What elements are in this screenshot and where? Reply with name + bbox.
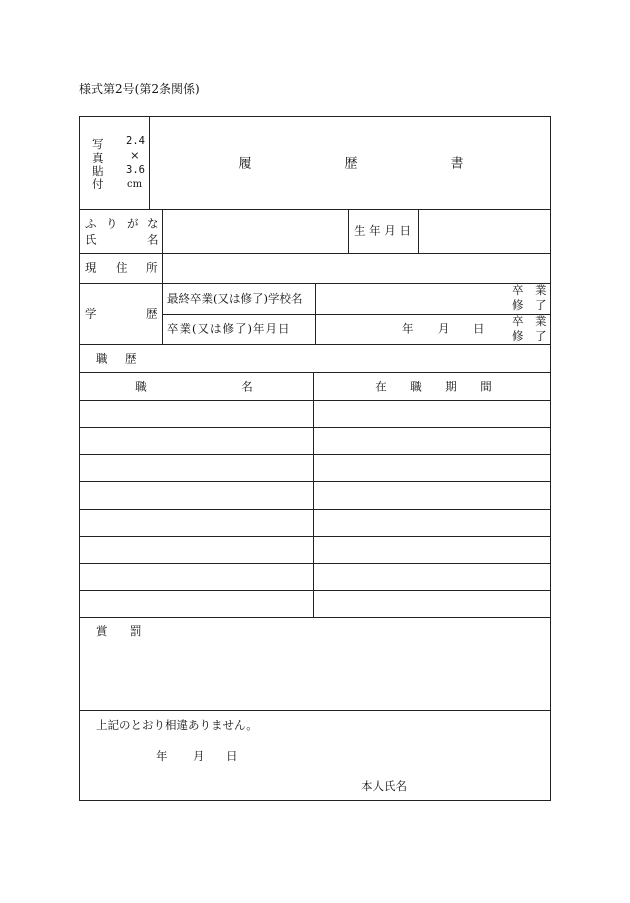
career-job-cell[interactable] <box>81 455 312 481</box>
furigana-char-1: ふ <box>85 216 97 231</box>
birth-date-input-cell[interactable] <box>419 210 549 253</box>
photo-label-char-3: 貼 <box>92 164 104 178</box>
career-job-cell[interactable] <box>81 428 312 454</box>
graduation-date-label: 卒業(又は修了)年月日 <box>167 321 291 336</box>
photo-size-line-3: 3.6 <box>126 164 145 176</box>
furigana-char-2: り <box>106 216 118 231</box>
divider-photo-right <box>149 117 150 209</box>
address-label-char-2: 住 <box>116 260 128 275</box>
col-period-char-4: 間 <box>480 379 492 394</box>
education-label-char-1: 学 <box>85 306 97 321</box>
col-period-char-3: 期 <box>445 379 457 394</box>
address-label-char-1: 現 <box>85 260 97 275</box>
award-label-char-1: 賞 <box>96 624 108 638</box>
address-label-char-3: 所 <box>146 260 158 275</box>
doc-title-char-2: 歴 <box>344 156 358 172</box>
school-name-label: 最終卒業(又は修了)学校名 <box>167 291 303 306</box>
photo-label-char-4: 付 <box>92 177 104 191</box>
doc-title-char-3: 書 <box>450 156 464 172</box>
furigana-input-cell[interactable] <box>163 210 347 253</box>
photo-size-line-1: 2.4 <box>126 135 145 147</box>
career-job-cell[interactable] <box>81 401 312 427</box>
birth-date-label: 生 年 月 日 <box>354 223 411 238</box>
divider-career-row-8 <box>80 617 550 618</box>
career-period-cell[interactable] <box>314 537 549 563</box>
form-number: 様式第2号(第2条関係) <box>79 82 200 96</box>
career-job-cell[interactable] <box>81 482 312 509</box>
school-name-input-cell[interactable] <box>316 284 506 314</box>
school-graduated-marker: 卒 業 <box>512 283 547 297</box>
resume-form-frame <box>79 116 551 801</box>
doc-title-char-1: 履 <box>238 156 252 172</box>
career-period-cell[interactable] <box>314 564 549 590</box>
school-completed-marker: 修 了 <box>512 298 547 312</box>
declaration-statement: 上記のとおり相違ありません。 <box>96 718 258 732</box>
photo-label-char-2: 真 <box>92 151 104 165</box>
career-period-cell[interactable] <box>314 591 549 617</box>
address-input-cell[interactable] <box>163 254 549 283</box>
career-period-cell[interactable] <box>314 401 549 427</box>
graduation-month-unit: 月 <box>438 321 450 336</box>
photo-label-char-1: 写 <box>92 137 104 151</box>
career-job-cell[interactable] <box>81 591 312 617</box>
name-label-char-2: 名 <box>147 232 159 247</box>
award-label-char-2: 罰 <box>130 624 142 638</box>
divider-birth-label-left <box>348 209 349 253</box>
photo-size-line-4: cm <box>127 179 143 190</box>
career-period-cell[interactable] <box>314 482 549 509</box>
furigana-char-4: な <box>147 216 159 231</box>
col-job-char-1: 職 <box>135 379 147 394</box>
career-job-cell[interactable] <box>81 564 312 590</box>
name-label-char-1: 氏 <box>85 232 97 247</box>
col-period-char-1: 在 <box>375 379 387 394</box>
graduation-day-unit: 日 <box>473 321 485 336</box>
career-period-cell[interactable] <box>314 428 549 454</box>
graduation-date-input-cell[interactable] <box>316 315 506 344</box>
signature-label: 本人氏名 <box>361 779 407 793</box>
career-period-cell[interactable] <box>314 510 549 536</box>
career-label-char-1: 職 <box>96 351 108 366</box>
award-input-area[interactable] <box>81 643 549 709</box>
declaration-month-unit: 月 <box>193 749 205 763</box>
col-period-char-2: 職 <box>410 379 422 394</box>
declaration-day-unit: 日 <box>226 749 238 763</box>
graduation-year-unit: 年 <box>402 321 414 336</box>
date-completed-marker: 修 了 <box>512 329 547 343</box>
education-label-char-2: 歴 <box>146 306 158 321</box>
career-job-cell[interactable] <box>81 510 312 536</box>
declaration-year-unit: 年 <box>156 749 168 763</box>
divider-career-label-bottom <box>80 372 550 373</box>
career-label-char-2: 歴 <box>125 351 137 366</box>
col-job-char-2: 名 <box>241 379 253 394</box>
divider-award-bottom <box>80 710 550 711</box>
photo-size-line-2: × <box>130 148 140 162</box>
career-period-cell[interactable] <box>314 455 549 481</box>
date-graduated-marker: 卒 業 <box>512 314 547 328</box>
divider-education-label <box>162 283 163 344</box>
divider-education-bottom <box>80 344 550 345</box>
career-job-cell[interactable] <box>81 537 312 563</box>
furigana-char-3: が <box>127 216 139 231</box>
